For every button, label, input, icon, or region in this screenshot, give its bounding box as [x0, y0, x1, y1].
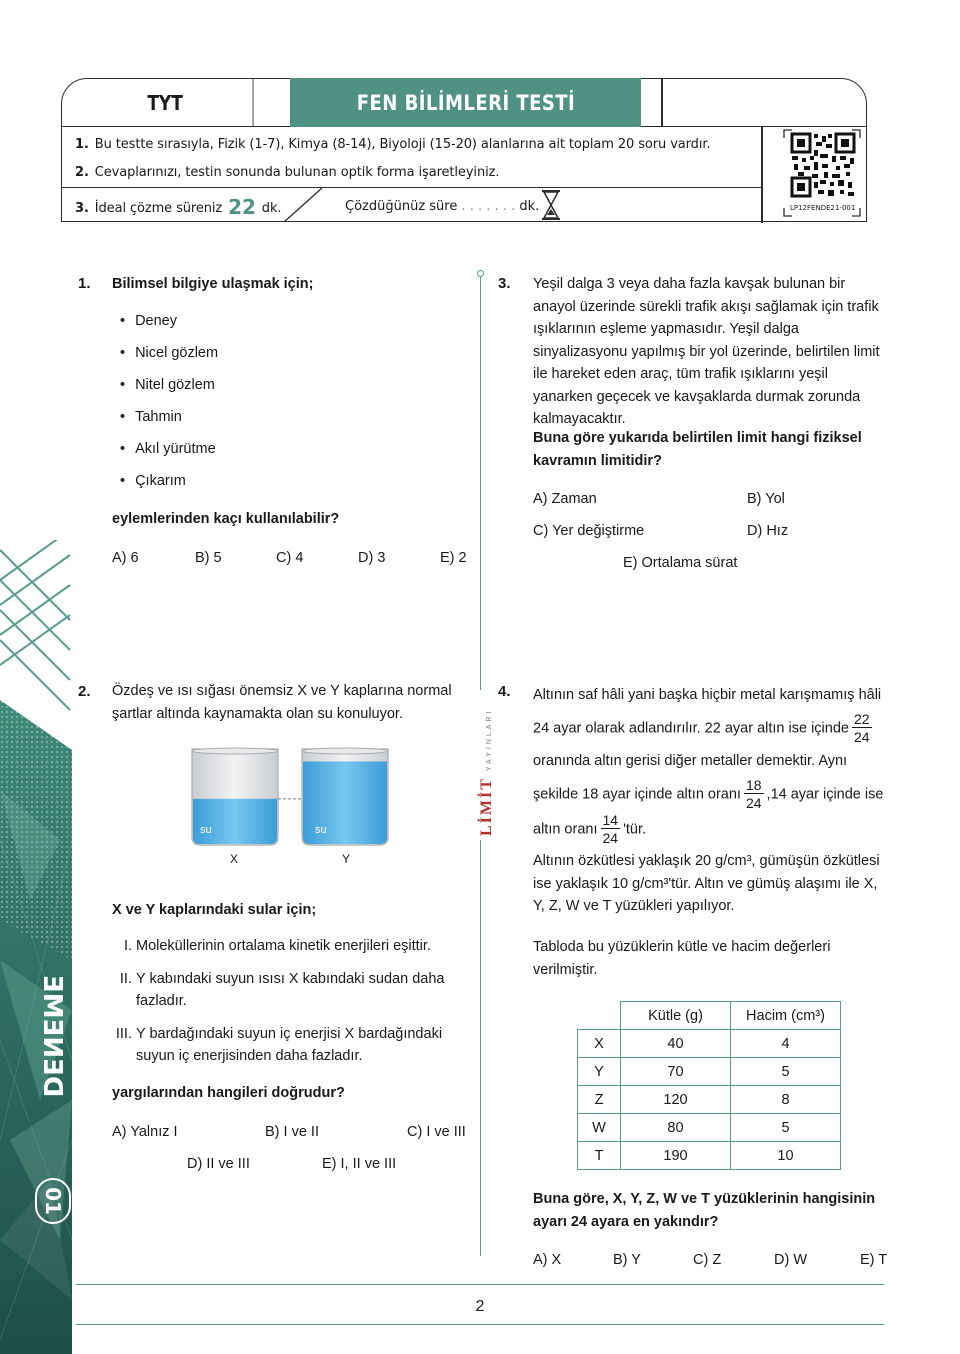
- list-item: • Akıl yürütme: [120, 438, 218, 470]
- q1-option-e[interactable]: E) 2: [440, 550, 467, 566]
- beaker-y-label: Y: [342, 852, 351, 866]
- solved-time: Çözdüğünüz süre . . . . . . . dk.: [345, 199, 540, 214]
- instruction-1: 1. Bu testte sırasıyla, Fizik (1-7), Kimya (8-14), Biyoloji (15-20) alanlarına ait toplam 20 soru vardır.: [75, 137, 711, 152]
- q4-question: Buna göre, X, Y, Z, W ve T yüzüklerinin hangisinin ayarı 24 ayara en yakındır?: [533, 1191, 876, 1230]
- q2-option-e[interactable]: E) I, II ve III: [322, 1156, 397, 1172]
- water-x: [193, 799, 277, 844]
- table-row: W 80 5: [578, 1114, 841, 1142]
- q1-option-a[interactable]: A) 6: [112, 550, 139, 566]
- test-title: FEN BİLİMLERİ TESTİ: [356, 90, 575, 115]
- q4-option-e[interactable]: E) T: [860, 1252, 888, 1268]
- table-header-row: [578, 1002, 841, 1030]
- q4-paragraph-3: Tabloda bu yüzüklerin kütle ve hacim değerleri verilmiştir.: [533, 939, 831, 978]
- water-label-x: su: [200, 824, 212, 836]
- beakers-figure: [186, 745, 396, 870]
- table-row: X 40 4: [578, 1030, 841, 1058]
- qr-frame: [782, 128, 862, 218]
- fraction-22-24: $\frac{22}{24}$: [853, 711, 870, 745]
- q1-stem: Bilimsel bilgiye ulaşmak için;: [112, 276, 314, 292]
- statement-3: III. Y bardağındaki suyun iç enerjisi X bardağındaki suyun iç enerjisinden daha fazladır.: [115, 1025, 443, 1064]
- test-title-cell: [290, 78, 641, 127]
- q2-option-c[interactable]: C) I ve III: [407, 1124, 466, 1140]
- q3-option-c[interactable]: C) Yer değiştirme: [533, 523, 645, 539]
- q4-option-a[interactable]: A) X: [533, 1252, 562, 1268]
- header-cell-divider: [661, 79, 663, 127]
- q1-option-b[interactable]: B) 5: [195, 550, 222, 566]
- header-divider: [62, 187, 761, 188]
- ideal-time-value: 22: [228, 195, 256, 219]
- qr-code-text: LP12FENDE21-001: [790, 204, 856, 212]
- footer-rule-bottom: [76, 1324, 884, 1325]
- q3-question: Buna göre yukarıda belirtilen limit hangi fiziksel kavramın limitidir?: [533, 430, 862, 469]
- side-decoration: [0, 540, 72, 1354]
- q3-option-d[interactable]: D) Hız: [747, 523, 789, 539]
- table-header: Kütle (g): [621, 1002, 731, 1030]
- publisher-logo: LİMİTYAYINLARI: [478, 708, 495, 836]
- exam-label: TYT: [78, 79, 254, 127]
- statement-1: I. Moleküllerinin ortalama kinetik enerjileri eşittir.: [123, 938, 431, 954]
- statement-2: II. Y kabındaki suyun ısısı X kabındaki sudan daha fazladır.: [119, 970, 445, 1009]
- q4-paragraph-2: Altının özkütlesi yaklaşık 20 g/cm³, gümüşün özkütlesi ise yaklaşık 10 g/cm³'tür. Altın ve gümüş alaşımı ile X, Y, Z, W ve T yüzükleri yapılıyor.: [533, 853, 880, 914]
- q4-option-c[interactable]: C) Z: [693, 1252, 722, 1268]
- q4-paragraph-1: Altının saf hâli yani başka hiçbir metal karışmamış hâli 24 ayar olarak adlandırılır. 22 ayar altın ise içinde $\frac{22}{24}$ oranında altın gerisi diğer metaller demektir. Aynı şekilde 18 ayar içinde altın oranı $\frac{18}{24}$ ,14 ayar içinde ise altın oranı $\frac{14}{24}$ 'tür.: [533, 687, 884, 846]
- ideal-time: 3. İdeal çözme süreniz 22 dk.: [75, 195, 282, 219]
- table-row: T 190 10: [578, 1142, 841, 1170]
- q2-statements: [112, 935, 468, 1078]
- beaker-x-label: X: [230, 852, 239, 866]
- table-row: Y 70 5: [578, 1058, 841, 1086]
- table-header: Hacim (cm³): [731, 1002, 841, 1030]
- q2-question: yargılarından hangileri doğrudur?: [112, 1085, 345, 1101]
- list-item: • Deney: [120, 310, 218, 342]
- q2-lead: X ve Y kaplarındaki sular için;: [112, 902, 317, 918]
- instruction-2: 2. Cevaplarınızı, testin sonunda bulunan optik forma işaretleyiniz.: [75, 165, 500, 180]
- q2-stem: Özdeş ve ısı sığası önemsiz X ve Y kaplarına normal şartlar altında kaynamakta olan su konuluyor.: [112, 683, 452, 722]
- list-item: • Tahmin: [120, 406, 218, 438]
- q3-option-b[interactable]: B) Yol: [747, 491, 785, 507]
- list-item: • Çıkarım: [120, 470, 218, 502]
- deneme-number: 01: [35, 1178, 71, 1224]
- q3-stem: Yeşil dalga 3 veya daha fazla kavşak bulunan bir anayol üzerinde sürekli trafik akışı sağlamak için trafik ışıklarının eşleme yapmasıdır. Yeşil dalga sinyalizasyonu yapılmış bir yol üzerinde, belirtilen limit ile hareket eden araç, tüm trafik ışıklarını yeşil yanarken geçecek ve kavşaklarda durmak zorunda kalmayacaktır.: [533, 276, 880, 427]
- q3-option-e[interactable]: E) Ortalama sürat: [623, 555, 738, 571]
- water-label-y: su: [315, 824, 327, 836]
- hourglass-icon: [540, 189, 562, 221]
- q4-number: 4.: [498, 683, 511, 700]
- q3-option-a[interactable]: A) Zaman: [533, 491, 597, 507]
- list-item: • Nitel gözlem: [120, 374, 218, 406]
- q2-option-d[interactable]: D) II ve III: [187, 1156, 250, 1172]
- ring-table: [577, 1001, 841, 1170]
- q1-items: [120, 310, 218, 502]
- q1-question: eylemlerinden kaçı kullanılabilir?: [112, 511, 340, 527]
- q1-option-d[interactable]: D) 3: [358, 550, 386, 566]
- footer-rule-top: [76, 1284, 884, 1285]
- q4-option-b[interactable]: B) Y: [613, 1252, 641, 1268]
- q1-number: 1.: [78, 275, 91, 292]
- page-number: 2: [475, 1298, 485, 1315]
- fraction-18-24: $\frac{18}{24}$: [745, 777, 762, 811]
- q2-option-b[interactable]: B) I ve II: [265, 1124, 319, 1140]
- slash-divider: [282, 187, 342, 223]
- q1-option-c[interactable]: C) 4: [276, 550, 304, 566]
- table-row: Z 120 8: [578, 1086, 841, 1114]
- q2-number: 2.: [78, 683, 91, 700]
- q2-option-a[interactable]: A) Yalnız I: [112, 1124, 178, 1140]
- deneme-label: DENEME: [37, 975, 67, 1098]
- q3-number: 3.: [498, 275, 511, 292]
- list-item: • Nicel gözlem: [120, 342, 218, 374]
- q4-option-d[interactable]: D) W: [774, 1252, 808, 1268]
- qr-cell-divider: [761, 127, 763, 223]
- fraction-14-24: $\frac{14}{24}$: [602, 812, 619, 846]
- test-header: [61, 78, 867, 222]
